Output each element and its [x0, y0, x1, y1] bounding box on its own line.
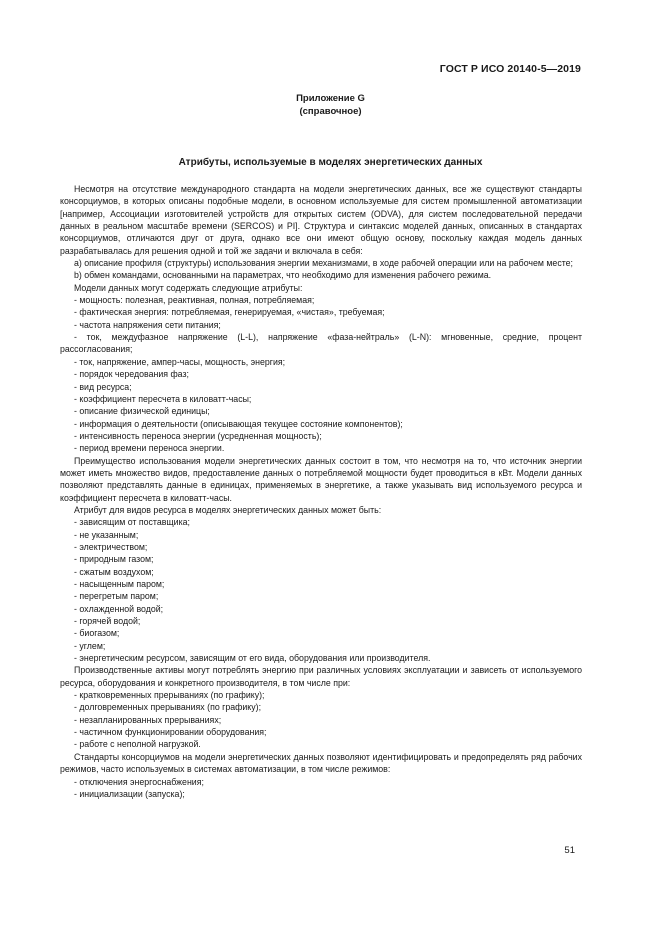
bullet-item: - вид ресурса;: [74, 381, 132, 392]
bullet-item: - ток, междуфазное напряжение (L-L), напряжение «фаза-нейтраль» (L-N): мгновенные, средние, процент рассогласования;: [60, 332, 582, 355]
page-number: 51: [564, 845, 575, 856]
bullet-item: - работе с неполной нагрузкой.: [74, 739, 201, 750]
bullet-item: - интенсивность переноса энергии (усредненная мощность);: [74, 430, 322, 441]
paragraph: Несмотря на отсутствие международного стандарта на модели энергетических данных, все же существуют стандарты консорциумов, в которых описаны подобные модели, в основном используемые для систем промышленной автоматизации [например, Ассоциации изготовителей устройств для открытых систем (ODVA), для систем последовательной передачи данных в реальном масштабе времени (SERCOS) и PI]. Структура и синтаксис моделей данных, описанных в стандартах консорциумов, отличаются друг от друга, однако все они имеют общую основу, поскольку каждая модель данных разрабатывалась для решения одной и той же задачи и включала в себя:: [60, 184, 582, 256]
bullet-item: - описание физической единицы;: [74, 406, 210, 417]
section-title: Атрибуты, используемые в моделях энергетических данных: [178, 157, 483, 168]
bullet-item: - углем;: [74, 640, 106, 651]
bullet-item: - сжатым воздухом;: [74, 566, 154, 577]
bullet-item: - биогазом;: [74, 628, 120, 639]
paragraph: Преимущество использования модели энергетических данных состоит в том, что несмотря на то, что источник энергии может иметь множество видов, предоставление данных о потребляемой мощности будет проводиться в кВт. Модели данных позволяют представлять данные в единицах, применяемых в энергетике, а также указывать вид используемого ресурса и коэффициент пересчета в киловатт-часы.: [60, 455, 582, 503]
bullet-item: - частичном функционировании оборудования;: [74, 727, 267, 738]
paragraph: Атрибут для видов ресурса в моделях энергетических данных может быть:: [74, 504, 382, 515]
bullet-item: - фактическая энергия: потребляемая, генерируемая, «чистая», требуемая;: [74, 307, 385, 318]
bullet-item: - мощность: полезная, реактивная, полная, потребляемая;: [74, 295, 315, 306]
bullet-item: - горячей водой;: [74, 616, 141, 627]
bullet-item: - долговременных прерываниях (по графику);: [74, 702, 262, 713]
bullet-item: - информация о деятельности (описывающая текущее состояние компонентов);: [74, 418, 403, 429]
bullet-item: - ток, напряжение, ампер-часы, мощность, энергия;: [74, 356, 286, 367]
paragraph: Производственные активы могут потреблять энергию при различных условиях эксплуатации и зависеть от используемого ресурса, оборудования и конкретного производителя, в том числе при:: [60, 665, 582, 688]
appendix-title: Приложение G: [296, 93, 365, 104]
bullet-item: - незапланированных прерываниях;: [74, 714, 222, 725]
standard-header: ГОСТ Р ИСО 20140-5—2019: [439, 63, 581, 75]
bullet-item: - зависящим от поставщика;: [74, 517, 190, 528]
paragraph: Стандарты консорциумов на модели энергетических данных позволяют идентифицировать и предопределять ряд рабочих режимов, часто используемых в системах автоматизации, в том числе режимов:: [60, 751, 582, 775]
list-item: а) описание профиля (структуры) использования энергии механизмами, в ходе рабочей операции или на рабочем месте;: [74, 258, 573, 269]
paragraph: Модели данных могут содержать следующие атрибуты:: [74, 282, 303, 293]
appendix-heading: [0, 92, 661, 118]
bullet-item: - не указанным;: [74, 529, 139, 540]
bullet-item: - частота напряжения сети питания;: [74, 319, 221, 330]
bullet-item: - период времени переноса энергии.: [74, 443, 225, 454]
bullet-item: - перегретым паром;: [74, 591, 159, 602]
body-text: [60, 183, 582, 800]
bullet-item: - отключения энергоснабжения;: [74, 776, 204, 787]
bullet-item: - порядок чередования фаз;: [74, 369, 189, 380]
appendix-subtitle: (справочное): [299, 106, 362, 117]
bullet-item: - электричеством;: [74, 541, 148, 552]
bullet-item: - инициализации (запуска);: [74, 788, 185, 799]
bullet-item: - охлажденной водой;: [74, 603, 164, 614]
bullet-item: - кратковременных прерываниях (по графику);: [74, 690, 265, 701]
bullet-item: - коэффициент пересчета в киловатт-часы;: [74, 393, 252, 404]
bullet-item: - насыщенным паром;: [74, 579, 165, 589]
bullet-item: - энергетическим ресурсом, зависящим от его вида, оборудования или производителя.: [74, 653, 431, 664]
list-item: b) обмен командами, основанными на параметрах, что необходимо для изменения рабочего режима.: [74, 270, 492, 281]
bullet-item: - природным газом;: [74, 554, 154, 565]
